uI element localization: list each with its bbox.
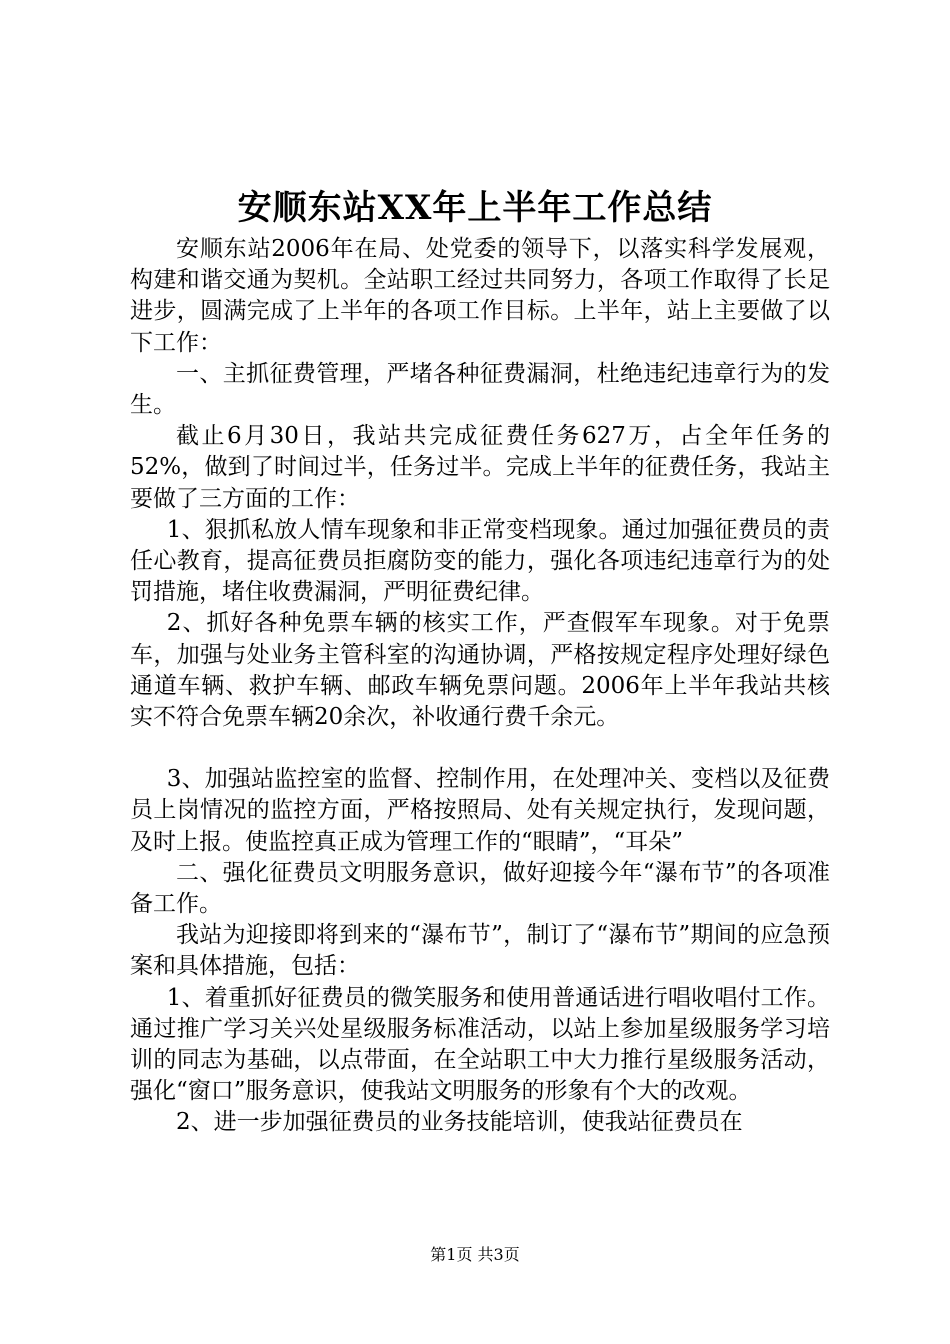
paragraph-festival-plan: 我站为迎接即将到来的“瀑布节”，制订了“瀑布节”期间的应急预案和具体措施，包括： — [130, 922, 830, 980]
paragraph-section-1-heading: 一、主抓征费管理，严堵各种征费漏洞，杜绝违纪违章行为的发生。 — [130, 360, 830, 419]
document-title: 安顺东站XX年上半年工作总结 — [237, 188, 713, 228]
paragraph-service-item-1: 1、着重抓好征费员的微笑服务和使用普通话进行唱收唱付工作。通过推广学习关兴处星级服务标准活动，以站上参加星级服务学习培训的同志为基础，以点带面，在全站职工中大力推行星级服务活动，强化“窗口”服务意识，使我站文明服务的形象有个大的改观。 — [130, 984, 830, 1105]
paragraph-collection-summary: 截止6月30日，我站共完成征费任务627万，占全年任务的52%，做到了时间过半，任务过半。完成上半年的征费任务，我站主要做了三方面的工作： — [130, 423, 830, 512]
paragraph-item-2: 2、抓好各种免票车辆的核实工作，严查假军车现象。对于免票车，加强与处业务主管科室的沟通协调，严格按规定程序处理好绿色通道车辆、救护车辆、邮政车辆免票问题。2006年上半年我站共核实不符合免票车辆20余次，补收通行费千余元。 — [130, 610, 830, 731]
document-body — [130, 234, 830, 1139]
paragraph-section-2-heading: 二、强化征费员文明服务意识，做好迎接今年“瀑布节”的各项准备工作。 — [130, 859, 830, 918]
paragraph-item-3: 3、加强站监控室的监督、控制作用，在处理冲关、变档以及征费员上岗情况的监控方面，严格按照局、处有关规定执行，发现问题，及时上报。使监控真正成为管理工作的“眼睛”，“耳朵” — [130, 766, 830, 855]
paragraph-service-item-2: 2、进一步加强征费员的业务技能培训，使我站征费员在 — [176, 1109, 743, 1136]
paragraph-intro: 安顺东站2006年在局、处党委的领导下，以落实科学发展观，构建和谐交通为契机。全站职工经过共同努力，各项工作取得了长足进步，圆满完成了上半年的各项工作目标。上半年，站上主要做了以下工作： — [130, 236, 830, 356]
paragraph-item-1: 1、狠抓私放人情车现象和非正常变档现象。通过加强征费员的责任心教育，提高征费员拒腐防变的能力，强化各项违纪违章行为的处罚措施，堵住收费漏洞，严明征费纪律。 — [130, 516, 830, 606]
paragraph-spacer — [130, 733, 830, 764]
page-footer: 第1页 共3页 — [430, 1245, 520, 1264]
